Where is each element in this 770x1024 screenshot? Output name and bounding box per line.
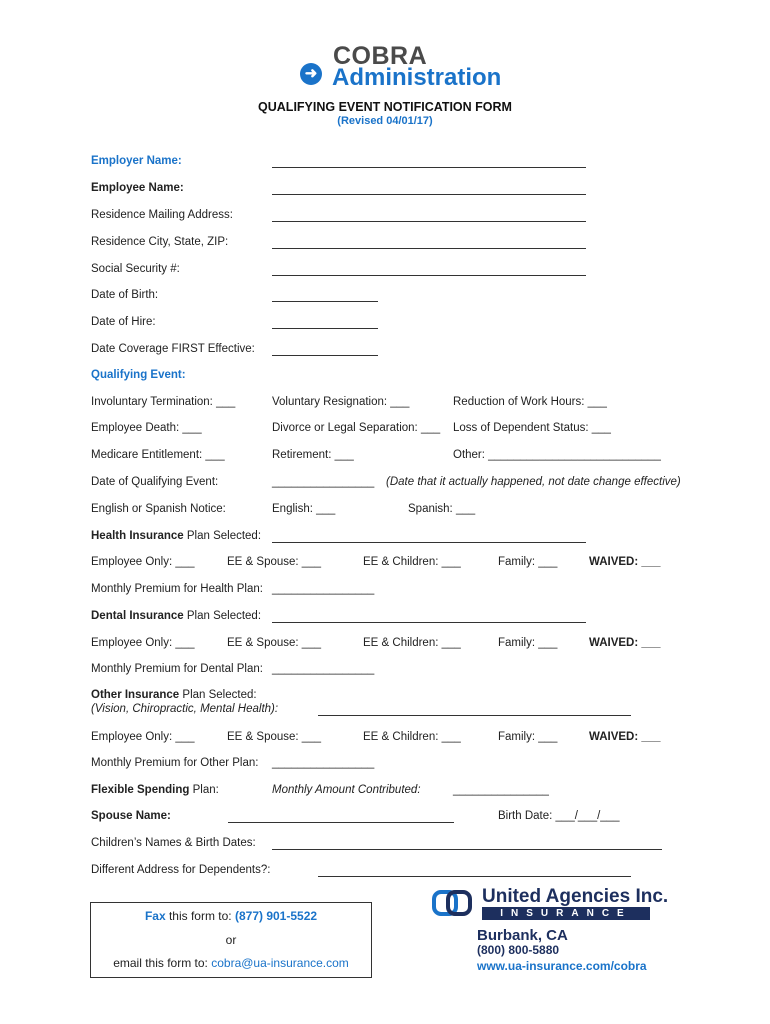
- other-ee-spouse[interactable]: EE & Spouse: ___: [227, 731, 321, 743]
- employee-name-field[interactable]: [272, 194, 586, 195]
- dental-plan-label-bold: Dental Insurance: [91, 610, 184, 622]
- dental-family[interactable]: Family: ___: [498, 637, 558, 649]
- fax-text: this form to:: [165, 909, 235, 923]
- health-premium-field[interactable]: ________________: [272, 583, 375, 595]
- employee-death-option[interactable]: Employee Death: ___: [91, 422, 202, 434]
- fax-line: [90, 909, 372, 923]
- uai-city: Burbank, CA: [477, 927, 568, 944]
- uai-website-link[interactable]: www.ua-insurance.com/cobra: [477, 959, 647, 973]
- employee-name-label: Employee Name:: [91, 182, 184, 194]
- dental-premium-label: Monthly Premium for Dental Plan:: [91, 663, 263, 675]
- other-waived[interactable]: WAIVED: ___: [589, 731, 661, 743]
- spouse-name-label: Spouse Name:: [91, 810, 171, 822]
- loss-dependent-option[interactable]: Loss of Dependent Status: ___: [453, 422, 611, 434]
- dob-field[interactable]: [272, 301, 378, 302]
- form-revised-date: (Revised 04/01/17): [337, 115, 433, 127]
- other-ee-children[interactable]: EE & Children: ___: [363, 731, 461, 743]
- other-employee-only[interactable]: Employee Only: ___: [91, 731, 195, 743]
- children-label: Children’s Names & Birth Dates:: [91, 837, 256, 849]
- spouse-name-field[interactable]: [228, 822, 454, 823]
- residence-city-label: Residence City, State, ZIP:: [91, 236, 229, 248]
- dob-label: Date of Birth:: [91, 289, 159, 301]
- email-line: [90, 956, 372, 970]
- dental-plan-field[interactable]: [272, 622, 586, 623]
- other-family[interactable]: Family: ___: [498, 731, 558, 743]
- residence-city-field[interactable]: [272, 248, 586, 249]
- other-premium-field[interactable]: ________________: [272, 757, 375, 769]
- doh-field[interactable]: [272, 328, 378, 329]
- diff-address-label: Different Address for Dependents?:: [91, 864, 271, 876]
- spanish-option[interactable]: Spanish: ___: [408, 503, 476, 515]
- employer-name-field[interactable]: [272, 167, 586, 168]
- dental-premium-field[interactable]: ________________: [272, 663, 375, 675]
- involuntary-termination-option[interactable]: Involuntary Termination: ___: [91, 396, 236, 408]
- dental-waived[interactable]: WAIVED: ___: [589, 637, 661, 649]
- qualifying-date-field[interactable]: ________________: [272, 476, 375, 488]
- english-option[interactable]: English: ___: [272, 503, 336, 515]
- fsa-contribution-label: Monthly Amount Contributed:: [272, 784, 421, 796]
- voluntary-resignation-option[interactable]: Voluntary Resignation: ___: [272, 396, 410, 408]
- fsa-contribution-field[interactable]: _______________: [453, 784, 549, 796]
- ssn-field[interactable]: [272, 275, 586, 276]
- fsa-label-bold: Flexible Spending: [91, 784, 190, 796]
- health-plan-label: [91, 530, 261, 542]
- dental-ee-children[interactable]: EE & Children: ___: [363, 637, 461, 649]
- other-plan-label: [91, 689, 257, 701]
- health-ee-spouse[interactable]: EE & Spouse: ___: [227, 556, 321, 568]
- retirement-option[interactable]: Retirement: ___: [272, 449, 354, 461]
- health-premium-label: Monthly Premium for Health Plan:: [91, 583, 263, 595]
- health-plan-field[interactable]: [272, 542, 586, 543]
- other-plan-sublabel: (Vision, Chiropractic, Mental Health):: [91, 703, 279, 715]
- medicare-option[interactable]: Medicare Entitlement: ___: [91, 449, 225, 461]
- qualifying-event-heading: Qualifying Event:: [91, 369, 186, 381]
- notice-language-label: English or Spanish Notice:: [91, 503, 226, 515]
- residence-address-field[interactable]: [272, 221, 586, 222]
- fax-word: Fax: [144, 909, 166, 923]
- fsa-label-rest: Plan:: [189, 784, 219, 796]
- email-text: email this form to:: [113, 956, 212, 970]
- coverage-first-label: Date Coverage FIRST Effective:: [91, 343, 255, 355]
- reduction-hours-option[interactable]: Reduction of Work Hours: ___: [453, 396, 607, 408]
- fsa-label: [91, 784, 219, 796]
- residence-address-label: Residence Mailing Address:: [91, 209, 233, 221]
- health-plan-label-rest: Plan Selected:: [183, 530, 262, 542]
- diff-address-field[interactable]: [318, 876, 631, 877]
- coverage-first-field[interactable]: [272, 355, 378, 356]
- uai-logo-icon: [432, 886, 478, 922]
- health-family[interactable]: Family: ___: [498, 556, 558, 568]
- dental-plan-label-rest: Plan Selected:: [183, 610, 262, 622]
- qualifying-date-label: Date of Qualifying Event:: [91, 476, 219, 488]
- dental-employee-only[interactable]: Employee Only: ___: [91, 637, 195, 649]
- dental-plan-label: [91, 610, 261, 622]
- health-plan-label-bold: Health Insurance: [91, 530, 184, 542]
- other-plan-label-bold: Other Insurance: [91, 689, 180, 701]
- health-employee-only[interactable]: Employee Only: ___: [91, 556, 195, 568]
- divorce-separation-option[interactable]: Divorce or Legal Separation: ___: [272, 422, 441, 434]
- other-option[interactable]: Other: ___________________________: [453, 449, 661, 461]
- logo-cobra: COBRA: [333, 42, 428, 70]
- other-premium-label: Monthly Premium for Other Plan:: [91, 757, 259, 769]
- qualifying-date-note: (Date that it actually happened, not date change effective): [386, 476, 681, 488]
- uai-company-name: United Agencies Inc.: [482, 886, 669, 907]
- doh-label: Date of Hire:: [91, 316, 156, 328]
- fax-number-link[interactable]: (877) 901-5522: [234, 909, 318, 923]
- health-ee-children[interactable]: EE & Children: ___: [363, 556, 461, 568]
- uai-phone[interactable]: (800) 800-5880: [477, 943, 560, 957]
- arrow-right-icon: ➜: [300, 63, 322, 85]
- employer-name-label: Employer Name:: [91, 155, 182, 167]
- or-text: or: [225, 933, 237, 947]
- spouse-birth-date-field[interactable]: Birth Date: ___/___/___: [498, 810, 620, 822]
- ssn-label: Social Security #:: [91, 263, 180, 275]
- health-waived[interactable]: WAIVED: ___: [589, 556, 661, 568]
- uai-insurance-bar: INSURANCE: [482, 907, 650, 920]
- children-field[interactable]: [272, 849, 662, 850]
- logo-administration: Administration: [332, 64, 502, 91]
- dental-ee-spouse[interactable]: EE & Spouse: ___: [227, 637, 321, 649]
- form-title: QUALIFYING EVENT NOTIFICATION FORM: [258, 100, 512, 114]
- email-link[interactable]: cobra@ua-insurance.com: [211, 956, 349, 970]
- other-plan-label-rest: Plan Selected:: [179, 689, 257, 701]
- other-plan-field[interactable]: [318, 715, 631, 716]
